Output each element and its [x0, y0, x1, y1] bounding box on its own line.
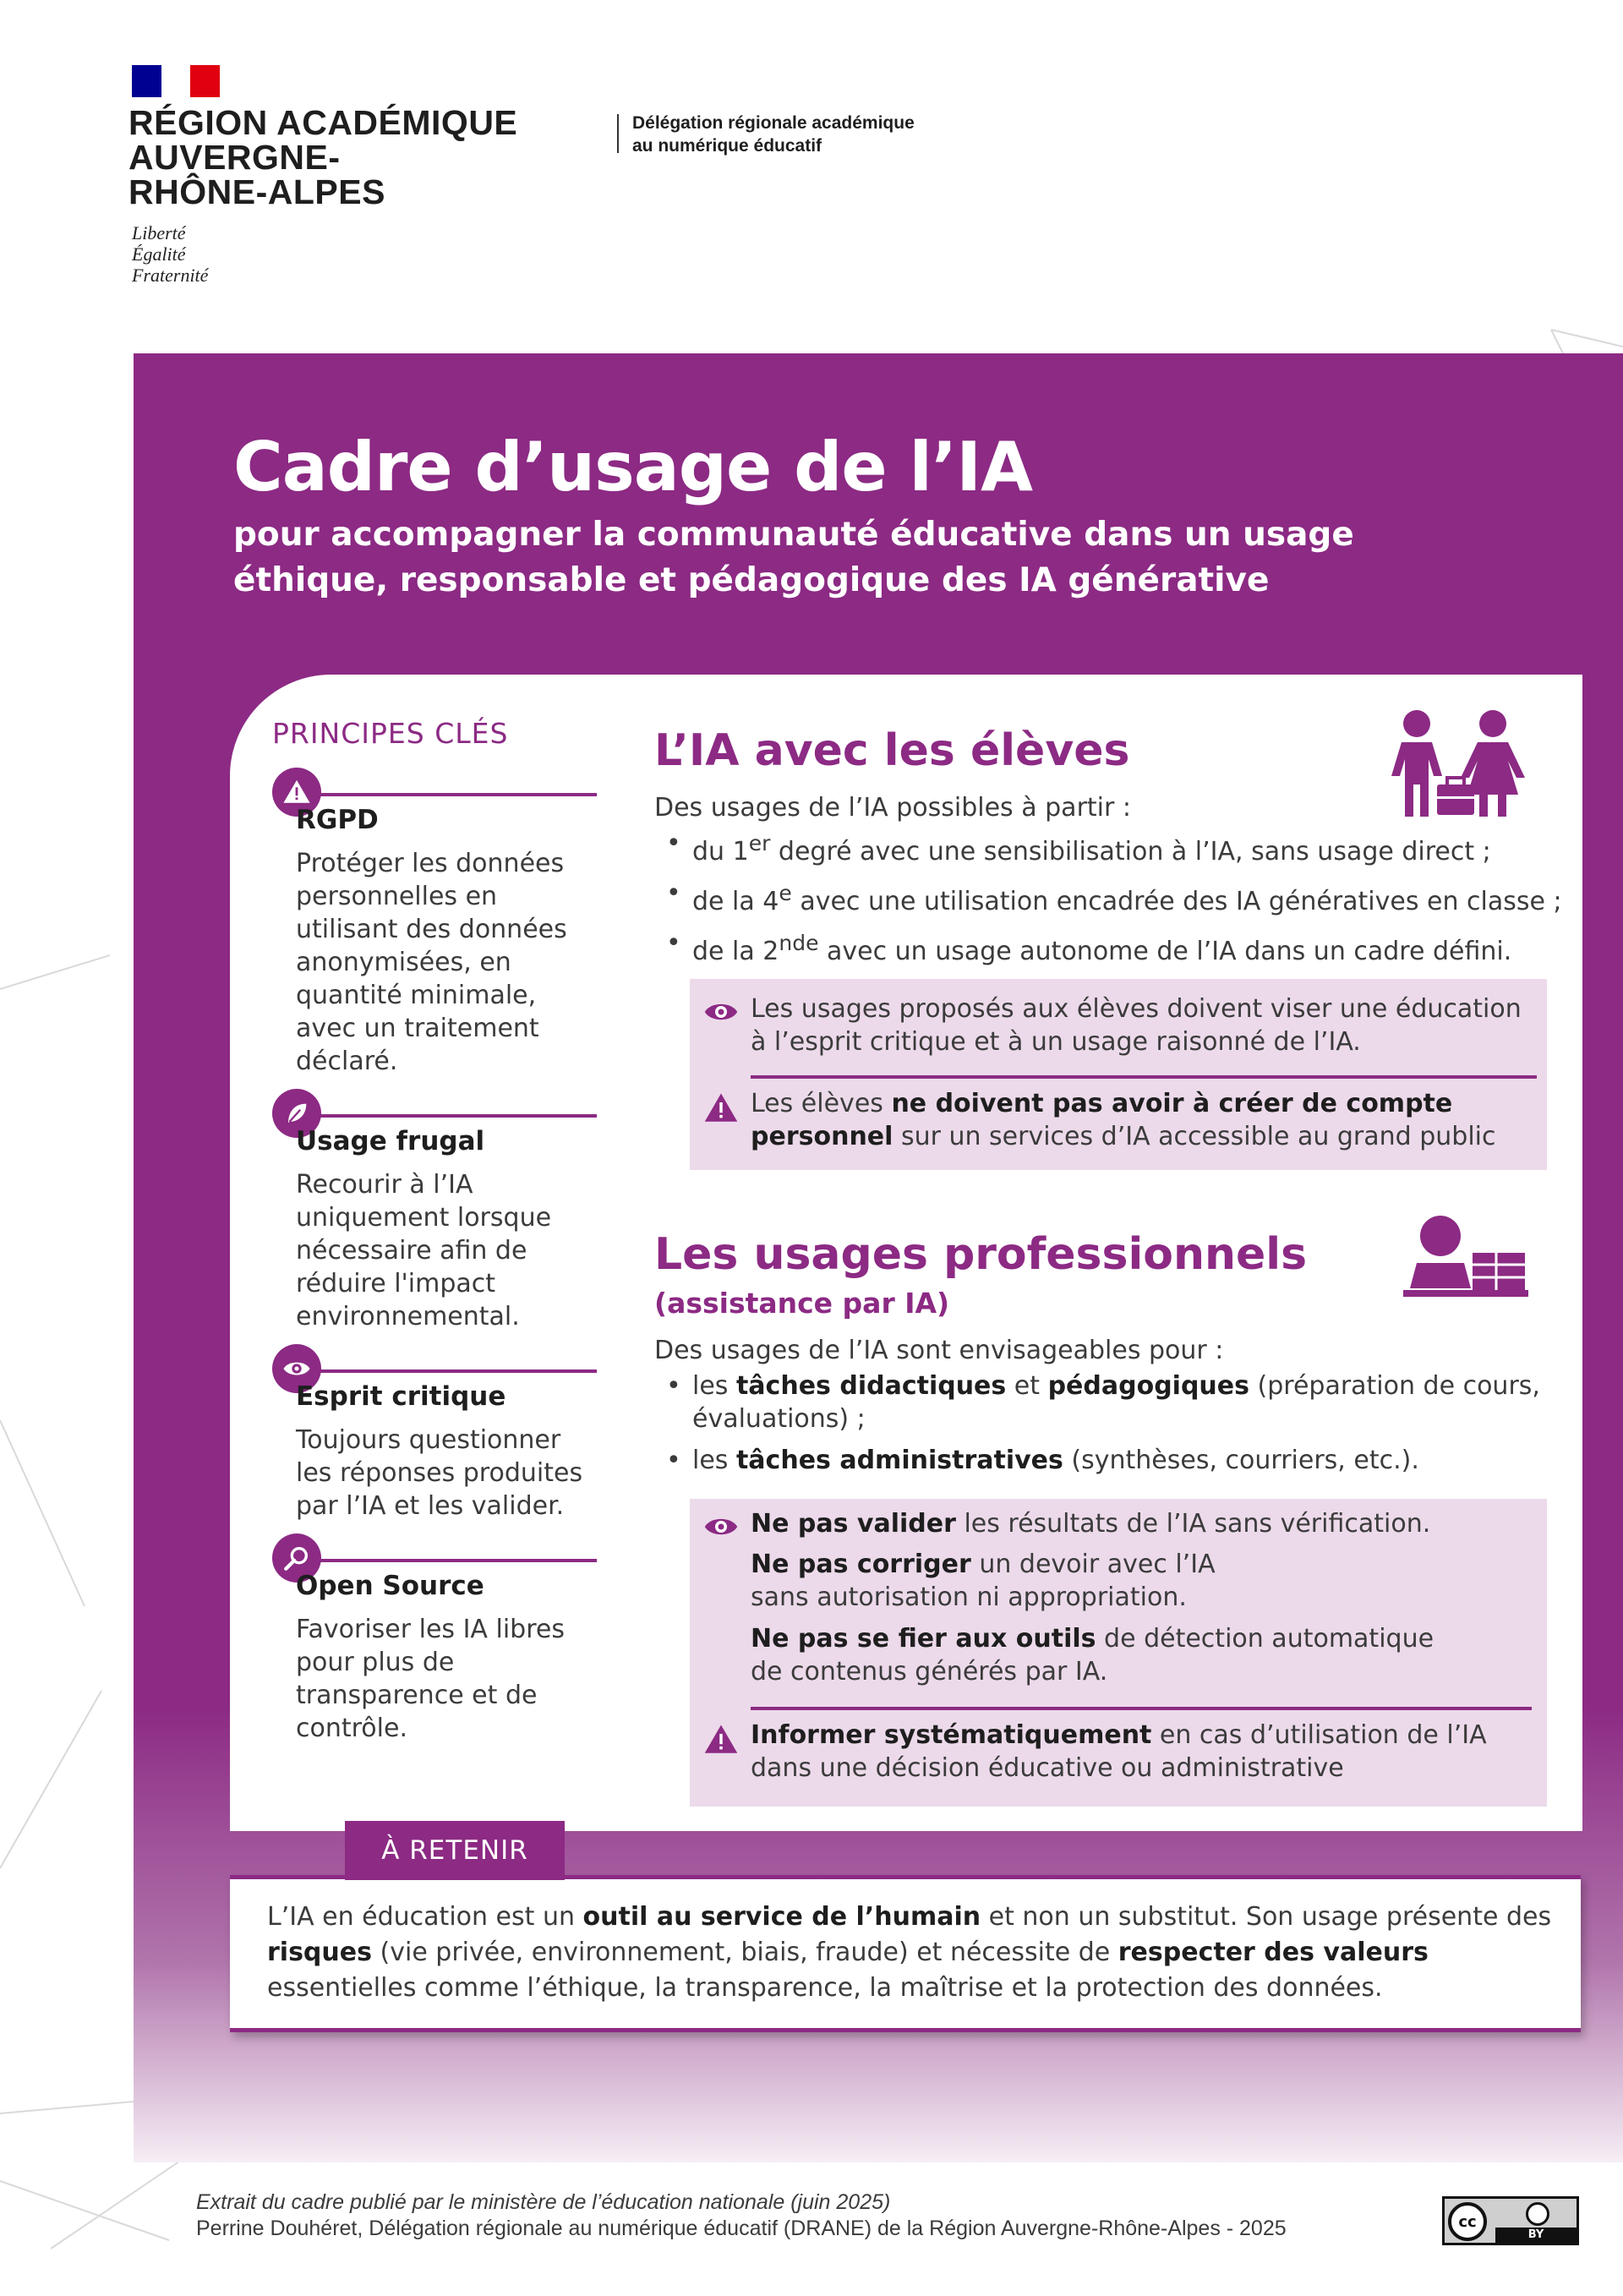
- list-item: [654, 1369, 1550, 1435]
- region-name-line: AUVERGNE-: [128, 138, 341, 177]
- note-emphasis: Ne pas corriger: [751, 1550, 971, 1579]
- principle-rgpd: [296, 793, 597, 1080]
- section-subtitle-professional: (assistance par IA): [654, 1287, 950, 1320]
- delegation-line: Délégation régionale académique: [632, 113, 915, 133]
- bullet-text: du 1: [692, 837, 749, 866]
- content-card: [230, 675, 1582, 1831]
- principle-divider: [296, 1559, 597, 1562]
- list-item: [654, 1444, 1550, 1477]
- note-text: de détection automatique de contenus générés par IA.: [751, 1624, 1434, 1686]
- bullet-text: degré avec une sensibilisation à l’IA, sans usage direct ;: [770, 837, 1491, 866]
- note-do-not-trust-detectors: [751, 1622, 1461, 1688]
- principle-text: Protéger les données personnelles en utilisant des données anonymisées, en quantité minimale, avec un traitement déclaré.: [296, 849, 567, 1076]
- page-title: Cadre d’usage de l’IA: [233, 428, 1032, 506]
- principle-divider: [296, 793, 597, 796]
- students-notes: [690, 979, 1547, 1170]
- principles-heading: PRINCIPES CLÉS: [272, 717, 509, 750]
- bullet-text: de la 2: [692, 937, 779, 966]
- principle-usage-frugal: [296, 1114, 597, 1334]
- ordinal-suffix: er: [748, 831, 771, 856]
- motto-line: Égalité: [132, 243, 186, 265]
- note-critical-thinking: Les usages proposés aux élèves doivent viser une éducation à l’esprit critique et à un usage raisonné de l’IA.: [751, 994, 1522, 1057]
- footer: [196, 2189, 1430, 2242]
- people-icon: [1383, 708, 1544, 818]
- principle-title: Usage frugal: [296, 1126, 485, 1156]
- list-item: [654, 927, 1584, 968]
- takeaway-text: essentielles comme l’éthique, la transparence, la maîtrise et la protection des données.: [267, 1973, 1383, 2003]
- ordinal-suffix: e: [779, 881, 792, 905]
- note-do-not-correct: [751, 1548, 1224, 1614]
- principle-text: Toujours questionner les réponses produites par l’IA et les valider.: [296, 1425, 583, 1521]
- takeaway-emphasis: risques: [267, 1938, 372, 1967]
- note-account-warning: [751, 1087, 1537, 1153]
- key-takeaway-box: [230, 1875, 1581, 2032]
- region-name: [128, 103, 518, 211]
- bullet-text: avec une utilisation encadrée des IA génératives en classe ;: [791, 887, 1562, 916]
- bullet-emphasis: tâches administratives: [735, 1446, 1063, 1475]
- footer-source: Extrait du cadre publié par le ministère de l’éducation nationale (juin 2025): [196, 2190, 891, 2214]
- note-divider: [751, 1075, 1537, 1079]
- students-bullets: [654, 827, 1584, 976]
- warning-icon: [703, 1722, 739, 1758]
- principle-open-source: [296, 1559, 597, 1762]
- list-item: [654, 877, 1584, 918]
- principle-title: Esprit critique: [296, 1381, 506, 1412]
- note-text: Les élèves: [751, 1089, 892, 1118]
- cc-icon: cc: [1448, 2202, 1487, 2241]
- principle-title: RGPD: [296, 805, 379, 835]
- professional-notes: [690, 1499, 1547, 1807]
- republic-motto: [132, 222, 208, 286]
- takeaway-emphasis: outil au service de l’humain: [582, 1902, 981, 1932]
- students-intro: Des usages de l’IA possibles à partir :: [654, 793, 1131, 823]
- takeaway-text: (vie privée, environnement, biais, fraude) et nécessite de: [371, 1938, 1118, 1967]
- note-text: un devoir avec l’IA sans autorisation ni appropriation.: [751, 1550, 1216, 1612]
- bullet-emphasis: tâches didactiques: [735, 1371, 1007, 1401]
- principle-divider: [296, 1369, 597, 1373]
- ordinal-suffix: nde: [779, 931, 819, 955]
- note-emphasis: ne doivent pas avoir à créer de compte personnel: [751, 1089, 1453, 1151]
- bullet-text: et: [1006, 1371, 1048, 1401]
- list-item: [654, 827, 1584, 868]
- note-inform-warning: [751, 1719, 1511, 1785]
- takeaway-text: L’IA en éducation est un: [267, 1902, 583, 1932]
- principle-divider: [296, 1114, 597, 1118]
- note-text: les résultats de l’IA sans vérification.: [955, 1509, 1431, 1539]
- attribution-icon: [1526, 2202, 1549, 2226]
- bullet-emphasis: pédagogiques: [1047, 1371, 1249, 1401]
- professional-bullets: [654, 1369, 1550, 1485]
- section-title-students: L’IA avec les élèves: [654, 725, 1130, 776]
- note-text: sur un services d’IA accessible au grand public: [893, 1122, 1496, 1151]
- note-divider: [751, 1707, 1532, 1710]
- principle-esprit-critique: [296, 1369, 597, 1539]
- page-subtitle: pour accompagner la communauté éducative dans un usage éthique, responsable et pédagogique des IA générative: [233, 516, 1354, 599]
- note-emphasis: Informer systématiquement: [751, 1720, 1152, 1750]
- header: [127, 63, 972, 309]
- eye-icon: [703, 1509, 739, 1544]
- note-text: en cas d’utilisation de l’IA dans une décision éducative ou administrative: [751, 1720, 1487, 1783]
- bullet-text: de la 4: [692, 887, 779, 916]
- note-emphasis: Ne pas se fier aux outils: [751, 1624, 1096, 1654]
- office-worker-icon: [1403, 1214, 1530, 1311]
- bullet-text: les: [692, 1371, 736, 1401]
- motto-line: Fraternité: [132, 265, 209, 286]
- key-takeaway-label: À RETENIR: [345, 1821, 565, 1880]
- header-separator: [617, 114, 619, 153]
- license-by-label: BY: [1495, 2228, 1577, 2243]
- professional-intro: Des usages de l’IA sont envisageables pour :: [654, 1336, 1224, 1365]
- note-do-not-validate: [751, 1507, 1511, 1540]
- principle-title: Open Source: [296, 1571, 484, 1601]
- bullet-text: (préparation de cours, évaluations) ;: [692, 1371, 1540, 1434]
- bullet-text: (synthèses, courriers, etc.).: [1063, 1446, 1419, 1475]
- region-name-line: RÉGION ACADÉMIQUE: [128, 103, 518, 142]
- cc-by-license-badge: [1442, 2196, 1579, 2245]
- principle-text: Favoriser les IA libres pour plus de transparence et de contrôle.: [296, 1615, 565, 1743]
- delegation-line: au numérique éducatif: [632, 136, 822, 156]
- warning-icon: [703, 1091, 739, 1126]
- takeaway-text: et non un substitut. Son usage présente des: [981, 1902, 1552, 1932]
- motto-line: Liberté: [132, 222, 186, 243]
- delegation-name: [632, 112, 915, 157]
- principle-text: Recourir à l’IA uniquement lorsque nécessaire afin de réduire l'impact environnemental.: [296, 1170, 552, 1331]
- note-emphasis: Ne pas valider: [751, 1509, 956, 1539]
- key-takeaway-text: [267, 1900, 1552, 2006]
- footer-author: Perrine Douhéret, Délégation régionale au numérique éducatif (DRANE) de la Région Auvergne-Rhône-Alpes - 2025: [196, 2217, 1287, 2240]
- takeaway-emphasis: respecter des valeurs: [1118, 1938, 1429, 1967]
- section-title-professional: Les usages professionnels: [654, 1229, 1308, 1280]
- region-name-line: RHÔNE-ALPES: [128, 172, 385, 211]
- bullet-text: les: [692, 1446, 736, 1475]
- eye-icon: [703, 994, 739, 1030]
- bullet-text: avec un usage autonome de l’IA dans un cadre défini.: [818, 937, 1512, 966]
- marianne-logo: [132, 65, 220, 97]
